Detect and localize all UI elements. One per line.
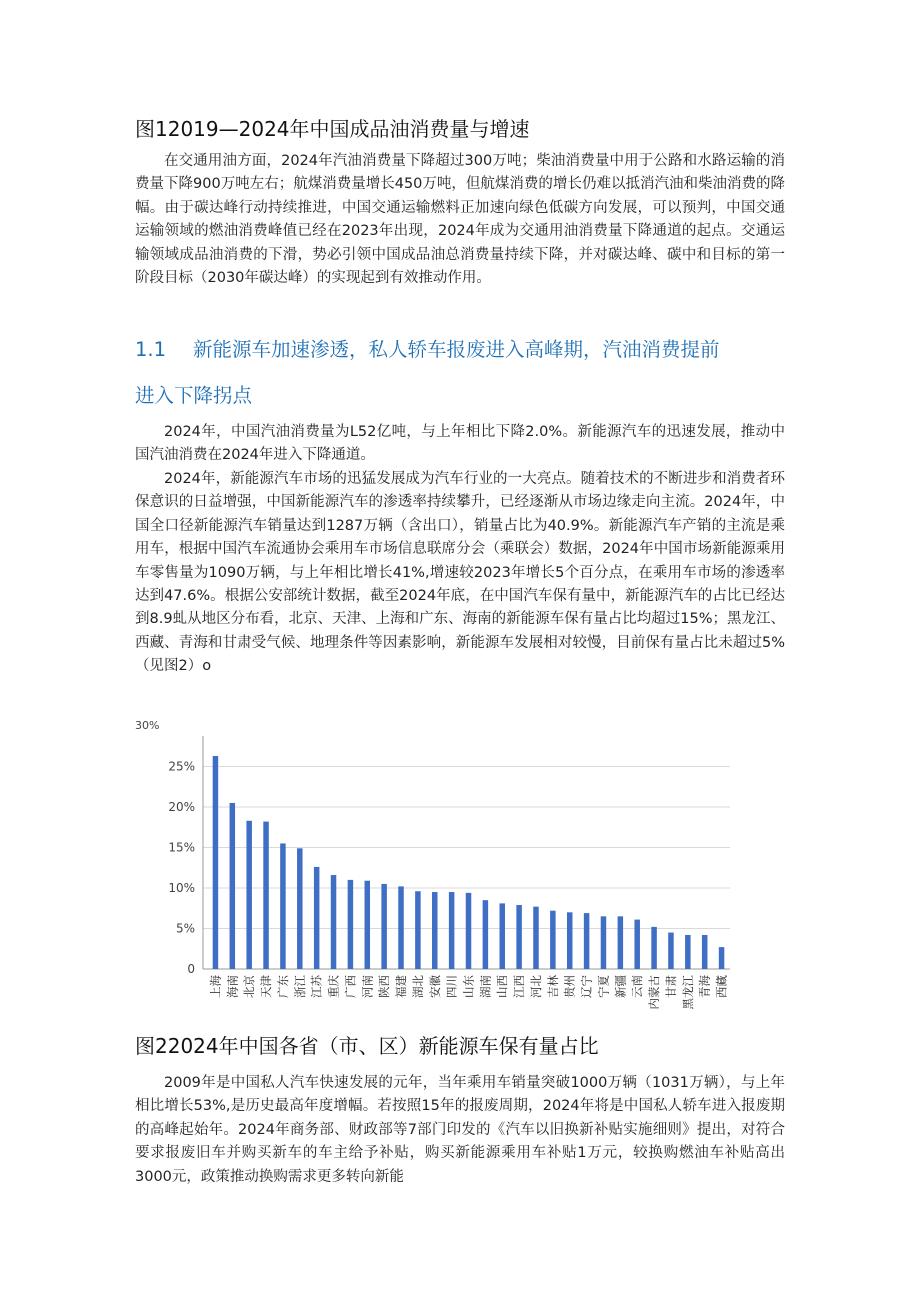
- x-tick-label-浙江: 浙江: [292, 975, 307, 998]
- bar-甘肃: [668, 933, 674, 969]
- x-tick-label-吉林: 吉林: [545, 975, 560, 998]
- bar-福建: [398, 886, 404, 969]
- bar-天津: [263, 822, 269, 969]
- x-tick-label-天津: 天津: [259, 975, 274, 998]
- x-tick-label-辽宁: 辽宁: [579, 975, 594, 998]
- x-tick-label-四川: 四川: [444, 975, 459, 998]
- bar-安徽: [432, 892, 438, 969]
- bar-江西: [516, 905, 522, 969]
- bar-上海: [213, 756, 219, 969]
- bar-云南: [634, 920, 640, 969]
- x-tick-label-山东: 山东: [461, 975, 476, 998]
- x-tick-label-上海: 上海: [208, 975, 223, 998]
- x-tick-label-湖北: 湖北: [410, 975, 425, 998]
- bar-辽宁: [584, 913, 590, 969]
- x-tick-label-内蒙古: 内蒙古: [647, 975, 662, 1010]
- bar-浙江: [297, 848, 303, 969]
- x-tick-label-青海: 青海: [697, 975, 712, 998]
- bar-湖南: [483, 900, 489, 969]
- bar-河南: [365, 881, 371, 969]
- y-tick-label-5: 5%: [175, 921, 195, 936]
- section-title-line-1: 新能源车加速渗透，私人轿车报废进入高峰期，汽油消费提前: [193, 338, 720, 361]
- y-tick-label-0: 0: [187, 962, 195, 976]
- section-heading-line-2: [135, 380, 252, 408]
- bar-西藏: [719, 947, 725, 969]
- bar-宁夏: [601, 916, 607, 969]
- bar-河北: [533, 907, 539, 969]
- x-tick-label-广西: 广西: [343, 975, 358, 998]
- x-tick-label-宁夏: 宁夏: [596, 975, 611, 998]
- bar-广东: [280, 843, 286, 969]
- section-number: 1.1: [135, 338, 167, 361]
- x-tick-label-北京: 北京: [242, 975, 257, 998]
- figure-2-caption: 图22024年中国各省（市、区）新能源车保有量占比: [135, 1034, 599, 1058]
- x-tick-label-安徽: 安徽: [427, 975, 442, 998]
- y-tick-label-30: 30%: [135, 719, 160, 732]
- x-tick-label-河北: 河北: [528, 975, 543, 998]
- bar-内蒙古: [651, 927, 657, 969]
- x-tick-label-海南: 海南: [225, 975, 240, 998]
- bar-山西: [499, 903, 505, 969]
- section-title-line-2: 进入下降拐点: [135, 384, 253, 407]
- y-tick-label-25: 25%: [168, 759, 195, 774]
- bar-青海: [702, 935, 708, 969]
- paragraph-transport-fuel: 在交通用油方面，2024年汽油消费量下降超过300万吨；柴油消费量中用于公路和水路运输的消费量下降900万吨左右；航煤消费量增长450万吨，但航煤消费的增长仍难以抵消汽油和柴油消费的降幅。由于碳达峰行动持续推进，中国交通运输燃料正加速向绿色低碳方向发展，可以预判，中国交通运输领域的燃油消费峰值已经在2023年出现，2024年成为交通用油消费量下降通道的起点。交通运输领域成品油消费的下滑，势必引领中国成品油总消费量持续下降，并对碳达峰、碳中和目标的第一阶段目标（2030年碳达峰）的实现起到有效推动作用。: [135, 153, 785, 287]
- y-tick-label-15: 15%: [168, 840, 195, 855]
- bar-海南: [230, 803, 236, 969]
- bar-黑龙江: [685, 935, 691, 969]
- x-tick-label-河南: 河南: [360, 975, 375, 998]
- bar-陕西: [381, 884, 387, 969]
- bar-吉林: [550, 911, 556, 969]
- x-tick-label-广东: 广东: [275, 975, 290, 998]
- paragraph-gasoline-consumption: 2024年，中国汽油消费量为L52亿吨，与上年相比下降2.0%。新能源汽车的迅速发展，推动中国汽油消费在2024年进入下降通道。: [135, 424, 785, 464]
- bar-湖北: [415, 891, 421, 969]
- x-tick-label-甘肃: 甘肃: [663, 975, 678, 998]
- bar-四川: [449, 892, 455, 969]
- bar-北京: [246, 821, 252, 969]
- y-tick-label-20: 20%: [168, 800, 195, 814]
- x-tick-label-贵州: 贵州: [562, 975, 577, 998]
- bar-广西: [348, 880, 354, 969]
- figure-1-caption: 图12019—2024年中国成品油消费量与增速: [135, 117, 530, 141]
- y-tick-label-10: 10%: [168, 881, 195, 895]
- bar-江苏: [314, 867, 320, 969]
- x-tick-label-西藏: 西藏: [714, 975, 729, 998]
- x-tick-label-云南: 云南: [630, 975, 645, 998]
- paragraph-private-car-scrapping: 2009年是中国私人汽车快速发展的元年，当年乘用车销量突破1000万辆（1031万辆），与上年相比增长53%,是历史最高年度增幅。若按照15年的报废周期，2024年将是中国私人轿车进入报废期的高峰起始年。2024年商务部、财政部等7部门印发的《汽车以旧换新补贴实施细则》提出，对符合要求报废旧车并购买新车的车主给予补贴，购买新能源乘用车补贴1万元，较换购燃油车补贴高出3000元，政策推动换购需求更多转向新能: [135, 1075, 785, 1185]
- x-tick-label-江苏: 江苏: [309, 975, 324, 998]
- nev-share-bar-chart: [130, 714, 750, 1024]
- x-tick-label-湖南: 湖南: [478, 975, 493, 998]
- x-tick-label-新疆: 新疆: [613, 975, 628, 998]
- x-tick-label-重庆: 重庆: [326, 975, 341, 998]
- bar-贵州: [567, 912, 573, 969]
- bar-山东: [466, 893, 472, 969]
- x-tick-label-黑龙江: 黑龙江: [680, 975, 695, 1010]
- x-tick-label-陕西: 陕西: [377, 975, 392, 998]
- x-tick-label-山西: 山西: [495, 975, 510, 998]
- x-tick-label-江西: 江西: [512, 975, 527, 998]
- section-heading-line-1: [135, 334, 720, 362]
- paragraph-nev-market: 2024年，新能源汽车市场的迅猛发展成为汽车行业的一大亮点。随着技术的不断进步和消费者环保意识的日益增强，中国新能源汽车的渗透率持续攀升，已经逐渐从市场边缘走向主流。2024年，中国全口径新能源汽车销量达到1287万辆（含出口），销量占比为40.9%。新能源汽车产销的主流是乘用车，根据中国汽车流通协会乘用车市场信息联席分会（乘联会）数据，2024年中国市场新能源乘用车零售量为1090万辆，与上年相比增长41%,增速较2023年增长5个百分点，在乘用车市场的渗透率达到47.6%。根据公安部统计数据，截至2024年底，在中国汽车保有量中，新能源汽车的占比已经达到8.9虬从地区分布看，北京、天津、上海和广东、海南的新能源车保有量占比均超过15%；黑龙江、西藏、青海和甘肃受气候、地理条件等因素影响，新能源车发展相对较慢，目前保有量占比未超过5%（见图2）o: [135, 471, 785, 675]
- bar-新疆: [618, 916, 624, 969]
- bar-重庆: [331, 875, 337, 969]
- x-tick-label-福建: 福建: [394, 975, 409, 998]
